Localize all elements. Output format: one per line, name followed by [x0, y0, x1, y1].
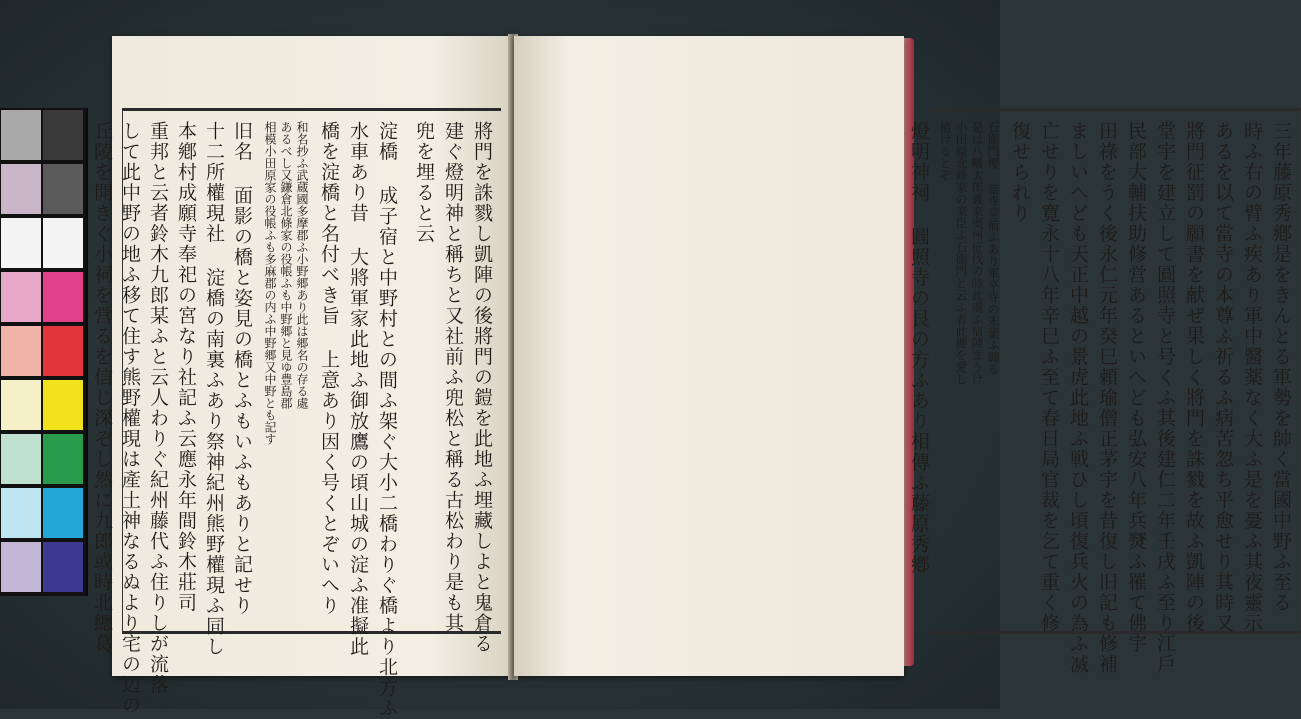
color-swatch: [43, 380, 83, 430]
color-checker-strip: [0, 108, 88, 596]
right-page: [514, 36, 1292, 676]
color-swatch: [1, 110, 41, 160]
section-heading-column: 水車あり昔 大將軍家此地ふ御放鷹の頃山城の淀ふ准擬此: [347, 121, 369, 657]
right-page-text: [908, 121, 1300, 675]
note-column: 和名抄ふ武蔵國多摩郡ふ小野郷あり此は郷名の存る處: [295, 121, 309, 409]
color-swatch: [43, 542, 83, 592]
color-swatch: [43, 488, 83, 538]
color-swatch: [1, 434, 41, 484]
left-page-frame: [91, 108, 501, 719]
text-column: 丘陵を開きぐ小祠を営るを信じ深ぞし然に九郎或時北總葛: [91, 121, 113, 654]
color-swatch: [1, 218, 41, 268]
section-heading-column: 燈明神祠 圓照寺の艮の方ふあり相傳ふ藤原秀鄕: [908, 121, 930, 575]
text-column: 建ぐ燈明神と稱ちと又社前ふ兜松と稱る古松わり是も其: [442, 121, 464, 634]
text-column: して此中野の地ふ移て住す熊野權現は產土神なるぬより宅の辺の: [119, 121, 141, 716]
text-column: 時ふ右の臂ふ疾あり軍中醫薬なく大ふ是を憂ふ其夜靈示: [1241, 121, 1263, 634]
color-swatch: [43, 164, 83, 214]
note-column: 相模小田原家の役帳ふも多麻郡の内ふ中野郷又中野とも記す: [263, 121, 277, 445]
text-column: 將門征罰の願書を献ぜ果しく將門を誅戮を故ふ凱陣の後: [1183, 121, 1205, 634]
left-page-text: [91, 121, 501, 719]
text-column: 旧名 面影の橋と姿見の橋とふもいふもありと記せり: [231, 121, 253, 616]
text-column: あるを以て當寺の本尊ふ祈るふ病苦忽ち平愈せり其時又: [1212, 121, 1234, 634]
section-heading-column: 淀橋 成子宿と中野村との間ふ架ぐ大小二橋わりぐ橋より北方ふ: [376, 121, 398, 719]
text-column: 將門を誅戮し凱陣の後將門の鎧を此地ふ埋藏しよと鬼倉る: [471, 121, 493, 654]
text-column: 十二所權現社 淀橋の南裏ふあり祭神紀州熊野權現ふ同し: [203, 121, 225, 657]
color-swatch: [43, 218, 83, 268]
color-swatch: [1, 380, 41, 430]
text-column: 三年藤原秀鄕是をきんとる軍勢を帥く當國中野ふ至る: [1270, 121, 1292, 613]
note-column: 是は八幡太郎義家奥州征伐の時此處ふ宿陣まうけ: [970, 121, 984, 385]
text-column: 兜を埋ると云: [413, 121, 435, 244]
color-swatch: [43, 326, 83, 376]
color-swatch: [43, 272, 83, 322]
text-column: 田祿をうく後永仁元年癸巳頼瑜僧正茅宇を昔復し旧記も修補: [1096, 121, 1118, 675]
color-swatch: [43, 110, 83, 160]
note-column: 石衞門櫻 當寺堂前ふあり軍卒寺の末葉ふ纏る: [986, 121, 1000, 375]
color-swatch: [43, 434, 83, 484]
right-page-frame: [908, 108, 1301, 675]
color-swatch: [1, 164, 41, 214]
color-swatch: [1, 326, 41, 376]
color-swatch: [1, 488, 41, 538]
note-column: 小田原北條家の家臣ふ石衞門と云ふ者此櫻を愛し: [954, 121, 968, 385]
text-column: 堂宇を建立して圓照寺と号くふ其後建仁二年壬戌ふ至り江戶: [1154, 121, 1176, 675]
note-column: あるべし又鎌倉北條家の役帳ふも中野郷と見ゆ豊島郡: [279, 121, 293, 409]
section-heading-column: 橋を淀橋と名付べき旨 上意あり因く号くとぞいへり: [318, 121, 340, 616]
text-column: 亡せりを寛永十八年辛巳ふ至て春日局官裁を乞て重く修: [1038, 121, 1060, 634]
text-column: 民部大輔扶助修営あるといへども弘安八年兵燹ふ罹て佛宇: [1125, 121, 1147, 654]
color-swatch: [1, 272, 41, 322]
left-page: [91, 36, 512, 719]
text-column: ましいへども天正中越の景虎此地ふ戦ひし頃復兵火の為ふ㓕: [1067, 121, 1089, 675]
color-swatch: [1, 542, 41, 592]
open-book: [91, 28, 1292, 719]
text-column: 本鄕村成願寺奉祀の宮なり社記ふ云應永年間鈴木莊司: [175, 121, 197, 613]
text-column: 復せられり: [1009, 121, 1031, 224]
note-column: 植けるとぞ: [938, 121, 952, 181]
text-column: 重邦と云者鈴木九郎某ふと云人わりぐ紀州藤代ふ住りしが流落: [147, 121, 169, 695]
